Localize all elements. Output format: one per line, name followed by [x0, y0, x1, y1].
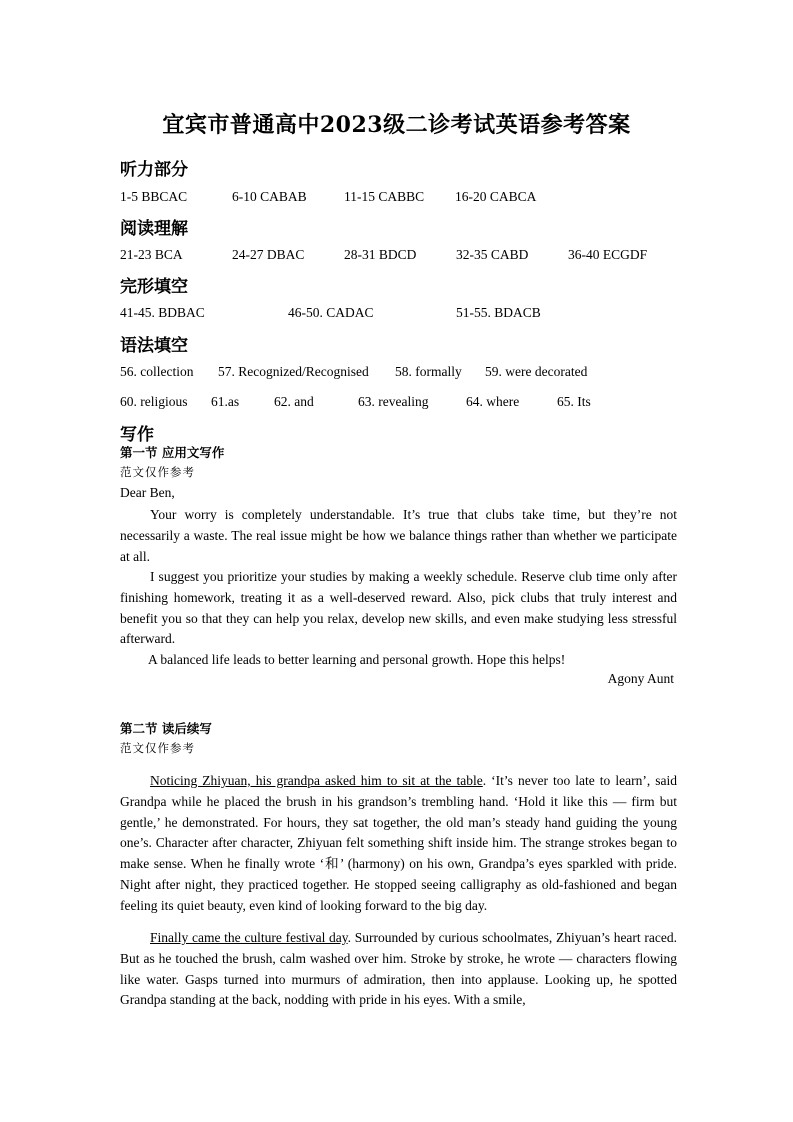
letter-signature: Agony Aunt — [607, 671, 674, 686]
reading-heading: 阅读理解 — [120, 219, 188, 239]
answer-item: 16-20 CABCA — [455, 189, 537, 204]
answer-item: 32-35 CABD — [456, 247, 529, 262]
story-paragraph-1 — [120, 771, 677, 917]
reference-note: 范文仅作参考 — [120, 465, 195, 479]
answer-item: 21-23 BCA — [120, 247, 183, 262]
writing-part2-heading: 第二节 读后续写 — [120, 721, 212, 736]
page-title: 宜宾市普通高中2023级二诊考试英语参考答案 — [162, 112, 631, 138]
answer-item: 51-55. BDACB — [456, 305, 541, 320]
story-paragraph-text: . Surrounded by curious schoolmates, Zhiyuan’s heart raced. But as he touched the brush, calm washed over him. Stroke by stroke, he wrote — characters flowing like water. Gasps turned into murmurs of admiration, then into applause. Looking up, he spotted Grandpa standing at the back, nodding with pride in his eyes. With a smile, — [120, 930, 677, 1008]
answer-item: 56. collection — [120, 364, 194, 379]
cloze-heading: 完形填空 — [120, 277, 188, 297]
writing-part1-heading: 第一节 应用文写作 — [120, 445, 225, 460]
story-opening-sentence: Noticing Zhiyuan, his grandpa asked him to sit at the table — [150, 773, 483, 788]
answer-item: 62. and — [274, 394, 314, 409]
answer-item: 60. religious — [120, 394, 188, 409]
grammar-heading: 语法填空 — [120, 336, 188, 356]
letter-greeting: Dear Ben, — [120, 485, 175, 500]
writing-heading: 写作 — [120, 425, 154, 445]
answer-item: 46-50. CADAC — [288, 305, 374, 320]
letter-paragraph-2: I suggest you prioritize your studies by making a weekly schedule. Reserve club time only after finishing homework, treating it as a well-deserved reward. Also, pick clubs that truly interest and benefit you so that they can help you relax, develop new skills, and even make studying less stressful afterward. — [120, 569, 677, 647]
story-paragraph-text: . ‘It’s never too late to learn’, said Grandpa while he placed the brush in his grandson’s trembling hand. ‘Hold it like this — firm but gentle,’ he demonstrated. For hours, they sat together, the old man’s steady hand guiding the young one’s. Character after character, Zhiyuan felt something shift inside him. The strange strokes began to make sense. When he finally wrote ‘和’ (harmony) on his own, Grandpa’s eyes sparkled with pride. Night after night, they practiced together. He stopped seeing calligraphy as old-fashioned and began feeling its quiet beauty, even kind of looking forward to the big day. — [120, 773, 677, 913]
answer-item: 6-10 CABAB — [232, 189, 307, 204]
listening-heading: 听力部分 — [120, 160, 188, 180]
letter-paragraph-3: A balanced life leads to better learning and personal growth. Hope this helps! — [148, 652, 566, 667]
answer-item: 65. Its — [557, 394, 591, 409]
answer-item: 64. where — [466, 394, 520, 409]
answer-item: 24-27 DBAC — [232, 247, 305, 262]
answer-item: 59. were decorated — [485, 364, 588, 379]
answer-item: 58. formally — [395, 364, 462, 379]
answer-item: 11-15 CABBC — [344, 189, 425, 204]
story-opening-sentence: Finally came the culture festival day — [150, 930, 348, 945]
answer-item: 36-40 ECGDF — [568, 247, 648, 262]
story-paragraph-2 — [120, 928, 677, 1011]
answer-item: 61.as — [211, 394, 240, 409]
answer-item: 1-5 BBCAC — [120, 189, 188, 204]
answer-item: 57. Recognized/Recognised — [218, 364, 369, 379]
answer-item: 28-31 BDCD — [344, 247, 417, 262]
reference-note: 范文仅作参考 — [120, 741, 195, 755]
letter-paragraph-1: Your worry is completely understandable. It’s true that clubs take time, but they’re not necessarily a waste. The real issue might be how we balance things rather than whether we participate at all. — [120, 507, 677, 564]
answer-item: 41-45. BDBAC — [120, 305, 205, 320]
answer-item: 63. revealing — [358, 394, 429, 409]
